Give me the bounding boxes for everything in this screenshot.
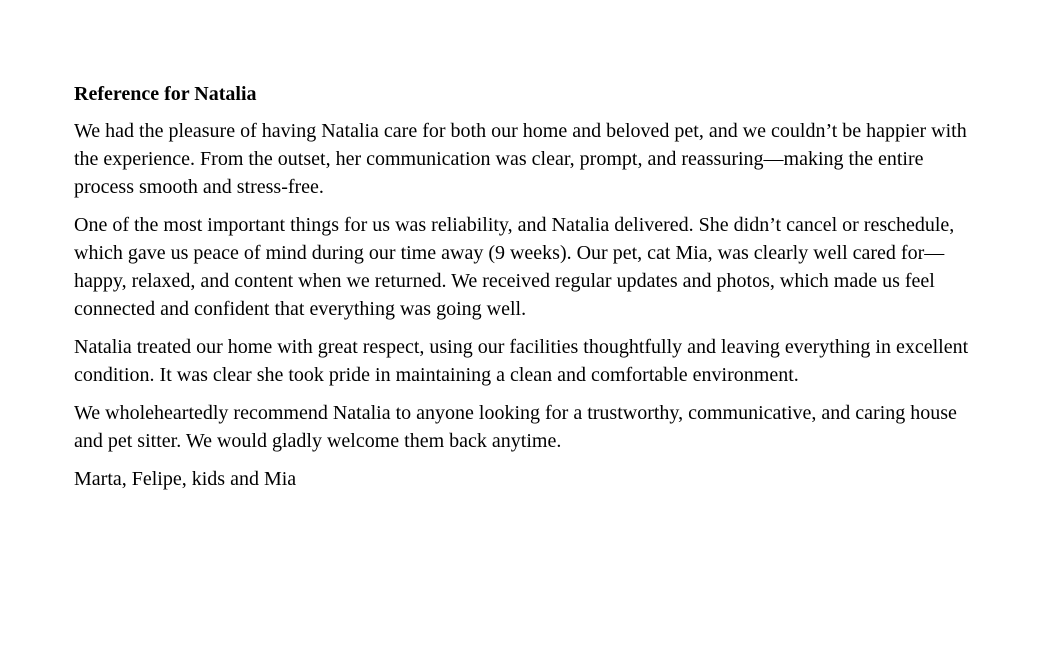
paragraph-recommendation: We wholeheartedly recommend Natalia to anyone looking for a trustworthy, communicative, and caring house and pet sitter. We would gladly welcome them back anytime.	[74, 402, 957, 452]
document-title: Reference for Natalia	[74, 83, 257, 105]
paragraph-reliability: One of the most important things for us was reliability, and Natalia delivered. She didn’t cancel or reschedule, which gave us peace of mind during our time away (9 weeks). Our pet, cat Mia, was clearly well cared for—happy, relaxed, and content when we returned. We received regular updates and photos, which made us feel connected and confident that everything was going well.	[74, 214, 955, 320]
signature: Marta, Felipe, kids and Mia	[74, 468, 297, 490]
paragraph-intro: We had the pleasure of having Natalia care for both our home and beloved pet, and we couldn’t be happier with the experience. From the outset, her communication was clear, prompt, and reassuring—making the entire process smooth and stress-free.	[74, 120, 967, 198]
reference-letter	[74, 80, 969, 493]
paragraph-home-respect: Natalia treated our home with great respect, using our facilities thoughtfully and leaving everything in excellent condition. It was clear she took pride in maintaining a clean and comfortable environment.	[74, 336, 969, 386]
